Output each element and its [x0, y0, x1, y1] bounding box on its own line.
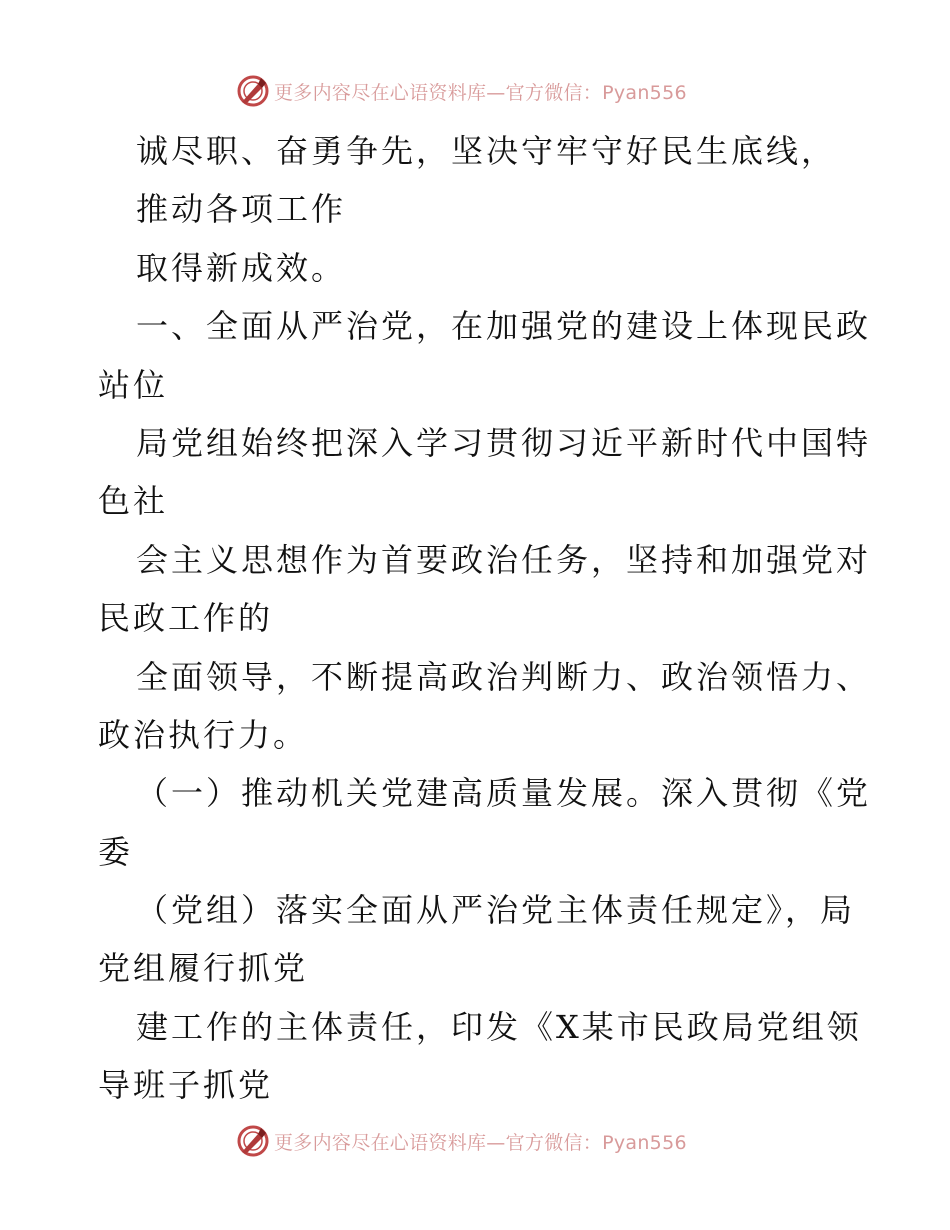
watermark-text: 更多内容尽在心语资料库—官方微信：Pyan556: [274, 81, 687, 104]
document-body: [98, 122, 872, 1115]
text-line: 建工作的主体责任，印发《X某市民政局党组领: [136, 1007, 862, 1046]
text-line: 委: [98, 832, 134, 871]
text-line: 取得新成效。: [136, 248, 347, 287]
text-line: 一、全面从严治党，在加强党的建设上体现民政: [136, 307, 872, 346]
text-line: 诚尽职、奋勇争先，坚决守牢守好民生底线，: [136, 132, 837, 170]
text-line: （一）推动机关党建高质量发展。深入贯彻《党: [136, 774, 872, 813]
pen-logo-icon: [236, 74, 270, 108]
text-line: 导班子抓党: [98, 1066, 274, 1105]
watermark-text: 更多内容尽在心语资料库—官方微信：Pyan556: [274, 1131, 687, 1154]
text-line: 民政工作的: [98, 599, 274, 638]
footer-watermark: [236, 1124, 687, 1158]
text-line: 党组履行抓党: [98, 949, 309, 988]
pen-logo-icon: [236, 1124, 270, 1158]
text-line: 局党组始终把深入学习贯彻习近平新时代中国特: [136, 423, 872, 462]
text-line: （党组）落实全面从严治党主体责任规定》，局: [136, 891, 856, 930]
text-line: 色社: [98, 482, 169, 521]
text-line: 会主义思想作为首要政治任务，坚持和加强党对: [136, 540, 872, 579]
text-line: 全面领导，不断提高政治判断力、政治领悟力、: [136, 657, 872, 696]
text-line: 站位: [98, 365, 169, 404]
text-line: 政治执行力。: [98, 715, 309, 754]
text-line: 推动各项工作: [136, 190, 347, 229]
header-watermark: [236, 74, 687, 108]
